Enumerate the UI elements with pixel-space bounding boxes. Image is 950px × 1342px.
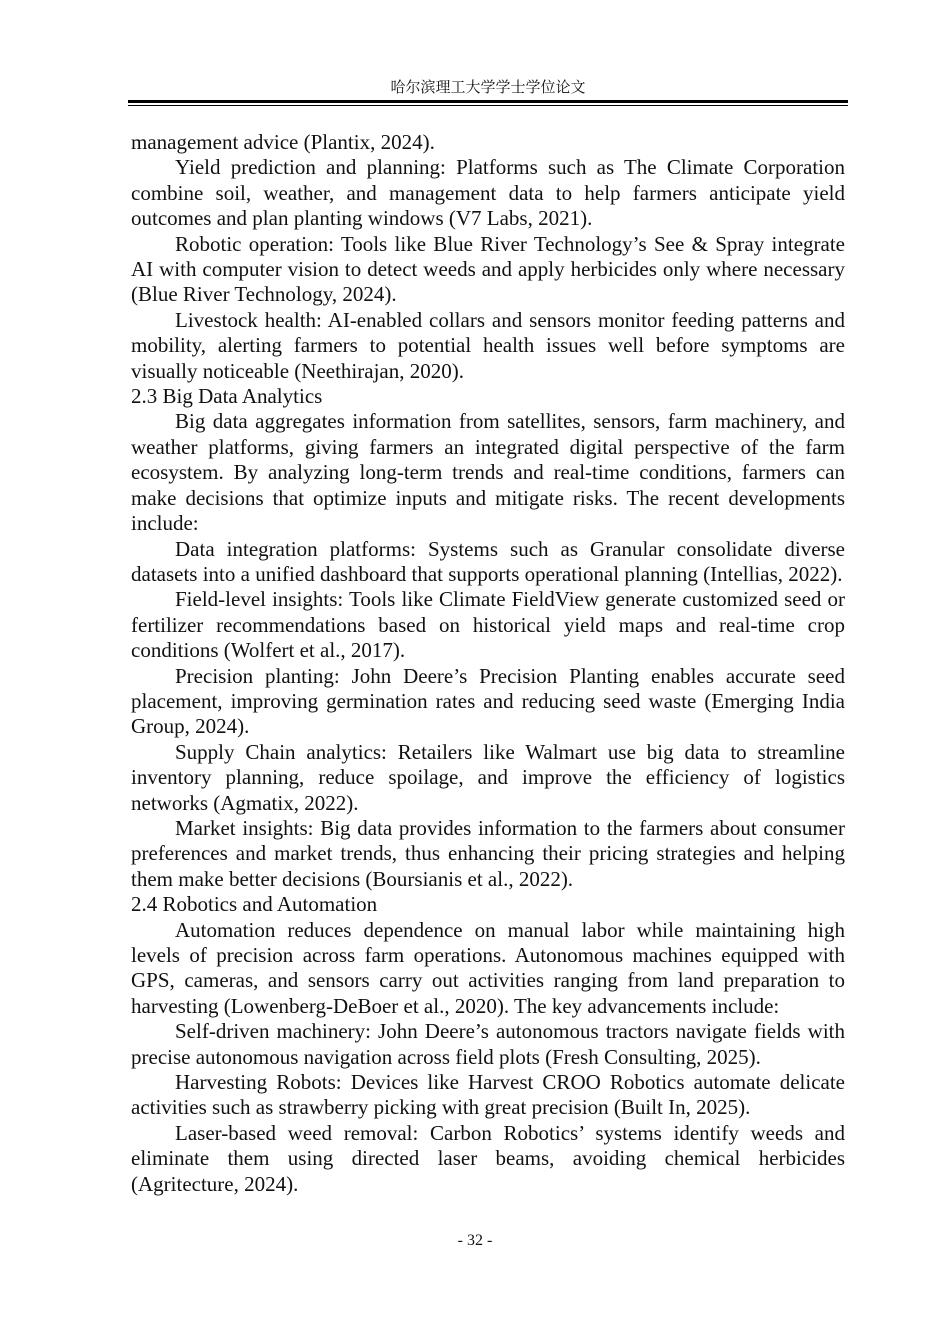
paragraph: Laser-based weed removal: Carbon Robotics’ systems identify weeds and eliminate them using directed laser beams, avoiding chemical herbicides (Agritecture, 2024). bbox=[131, 1120, 845, 1196]
paragraph: Yield prediction and planning: Platforms such as The Climate Corporation combine soil, weather, and management data to help farmers anticipate yield outcomes and plan planting windows (V7 Labs, 2021). bbox=[131, 155, 845, 231]
paragraph: Automation reduces dependence on manual labor while maintaining high levels of precision across farm operations. Autonomous machines equipped with GPS, cameras, and sensors carry out activities ranging from land preparation to harvesting (Lowenberg-DeBoer et al., 2020). The key advancements include: bbox=[131, 917, 845, 1018]
section-heading: 2.3 Big Data Analytics bbox=[131, 384, 323, 409]
paragraph: Big data aggregates information from satellites, sensors, farm machinery, and weather platforms, giving farmers an integrated digital perspective of the farm ecosystem. By analyzing long-term trends and real-time conditions, farmers can make decisions that optimize inputs and mitigate risks. The recent developments include: bbox=[131, 409, 845, 536]
paragraph: Self-driven machinery: John Deere’s autonomous tractors navigate fields with precise autonomous navigation across field plots (Fresh Consulting, 2025). bbox=[131, 1019, 845, 1069]
paragraph: management advice (Plantix, 2024). bbox=[131, 130, 435, 154]
page-header-title: 哈尔滨理工大学学士学位论文 bbox=[390, 78, 586, 96]
body-text bbox=[131, 130, 845, 1197]
header-rule-thick bbox=[128, 100, 848, 103]
page-number: - 32 - bbox=[457, 1232, 493, 1249]
header-rule-thin bbox=[128, 105, 848, 106]
paragraph: Robotic operation: Tools like Blue River Technology’s See & Spray integrate AI with computer vision to detect weeds and apply herbicides only where necessary (Blue River Technology, 2024). bbox=[131, 231, 845, 307]
paragraph: Market insights: Big data provides information to the farmers about consumer preferences and market trends, thus enhancing their pricing strategies and helping them make better decisions (Boursianis et al., 2022). bbox=[131, 815, 845, 891]
paragraph: Data integration platforms: Systems such as Granular consolidate diverse datasets into a unified dashboard that supports operational planning (Intellias, 2022). bbox=[131, 536, 845, 586]
paragraph: Supply Chain analytics: Retailers like Walmart use big data to streamline inventory planning, reduce spoilage, and improve the efficiency of logistics networks (Agmatix, 2022). bbox=[131, 739, 845, 815]
paragraph: Harvesting Robots: Devices like Harvest CROO Robotics automate delicate activities such as strawberry picking with great precision (Built In, 2025). bbox=[131, 1070, 845, 1120]
paragraph: Precision planting: John Deere’s Precision Planting enables accurate seed placement, improving germination rates and reducing seed waste (Emerging India Group, 2024). bbox=[131, 663, 845, 739]
paragraph: Field-level insights: Tools like Climate FieldView generate customized seed or fertilizer recommendations based on historical yield maps and real-time crop conditions (Wolfert et al., 2017). bbox=[131, 587, 845, 663]
section-heading: 2.4 Robotics and Automation bbox=[131, 892, 378, 917]
paragraph: Livestock health: AI-enabled collars and sensors monitor feeding patterns and mobility, alerting farmers to potential health issues well before symptoms are visually noticeable (Neethirajan, 2020). bbox=[131, 307, 845, 383]
